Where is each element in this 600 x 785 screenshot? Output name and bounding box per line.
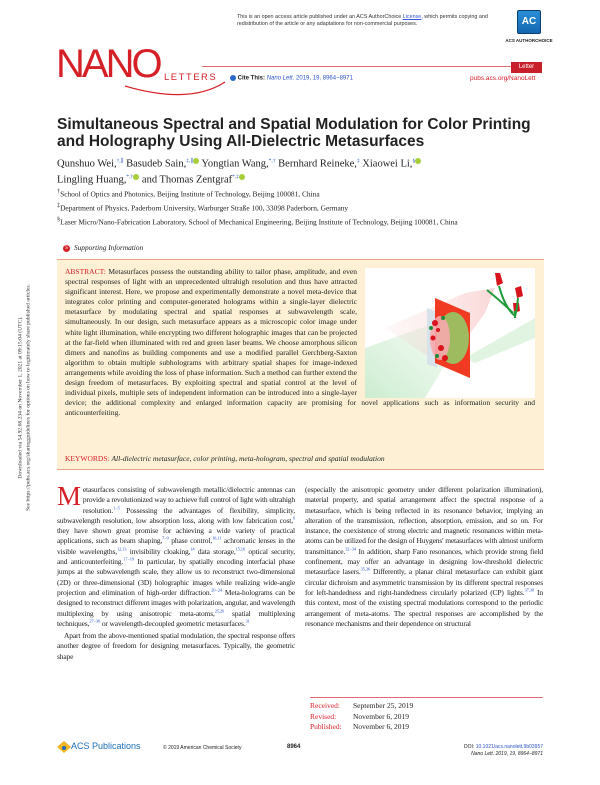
citation-ref[interactable]: 12,13 xyxy=(116,546,127,552)
affiliation: ‡Department of Physics, Paderborn University, Warburger Straße 100, 33098 Paderborn, Germany xyxy=(57,203,349,213)
body-text: phase control, xyxy=(168,536,213,546)
header-rule xyxy=(202,66,542,67)
keywords: KEYWORDS: All-dielectric metasurface, color printing, meta-hologram, spectral and spatial modulation xyxy=(65,454,385,463)
logo-swoosh xyxy=(120,70,230,100)
page-number: 8964 xyxy=(287,744,301,750)
published-date: Published: November 6, 2019 xyxy=(310,722,410,731)
revised-date: Revised: November 6, 2019 xyxy=(310,711,410,721)
citation-ref[interactable]: 25,26 xyxy=(214,608,225,614)
body-text: In this context, most of the existing spectral modulations correspond to the periodic arrangement of meta-atoms. The spectral responses are accomplished by the resonance mechanisms and their dependence on structural xyxy=(305,587,543,628)
download-watermark: Downloaded via 54.92.68.234 on November 1, 2021 at 09:15:04 (UTC). See https://pubs.acs.org/sharingguidelines for options on how to legitimately share published articles. xyxy=(17,284,31,511)
abstract-box xyxy=(57,259,544,470)
body-text: In addition, sharp Fano resonances, which provide strong field confinement, may offer an advantage in designing low-threshold dielectric metasurface lasers. xyxy=(305,546,543,577)
orcid-icon[interactable] xyxy=(415,158,421,164)
cite-this[interactable]: Cite This: Nano Lett. 2019, 19, 8964−8971 xyxy=(230,75,353,82)
affiliation: §Laser Micro/Nano-Fabrication Laboratory, School of Mechanical Engineering, Beijing Institute of Technology, Beijing 100081, China xyxy=(57,217,458,227)
metasurface-illustration xyxy=(365,268,535,398)
article-type-badge: Letter xyxy=(511,62,542,73)
body-text: they have shown great promise for achieving a wide variety of practical applications, such as beam shaping, xyxy=(57,526,295,546)
body-text: data storage, xyxy=(194,546,236,556)
citation-ref[interactable]: 17−19 xyxy=(123,556,134,562)
intro-paragraph xyxy=(57,481,295,629)
journal-logo-sub: LETTERS xyxy=(164,72,218,83)
citation-ref[interactable]: 35,36 xyxy=(360,566,370,572)
copyright: © 2019 American Chemical Society xyxy=(163,745,242,751)
body-text: optical security, and anticounterfeiting. xyxy=(57,546,295,567)
body-text: Meta-holograms can be designed to reconstruct different images with polarization, angular, and wavelength multiplexing by using anisotropic meta-atoms, xyxy=(57,587,295,618)
body-text: achromatic lenses in the visible wavelengths, xyxy=(57,536,295,556)
body-paragraph: Apart from the above-mentioned spatial modulation, the spectral response offers another degree of freedom for designing metasurfaces. Typically, the geometric shape xyxy=(57,631,295,661)
body-column-right xyxy=(305,485,543,629)
journal-url[interactable]: pubs.acs.org/NanoLett xyxy=(470,75,536,82)
toc-graphic xyxy=(365,268,535,398)
citation-ref[interactable]: 10,11 xyxy=(212,535,222,541)
drop-cap: M xyxy=(57,481,81,511)
article-title: Simultaneous Spectral and Spatial Modulation for Color Printing and Holography Using All-Dielectric Metasurfaces xyxy=(57,116,531,150)
authorchoice-label: ACS AUTHORCHOICE xyxy=(505,38,553,43)
citation-ref[interactable]: 37,38 xyxy=(524,587,534,593)
orcid-icon[interactable] xyxy=(133,174,139,180)
journal-logo: NANO xyxy=(56,42,160,86)
body-text: (especially the anisotropic geometry under different polarization illumination), material property, and spatial arrangement affect the spectral response of a metasurface, which is being reflected in its resonance behavior, implying an alteration of the transmission, reflection, absorption, emission, and so on. For instance, the coexistence of strong electric and magnetic resonances within meta-atoms can be utilized for the design of Huygens' metasurfaces with almost uniform transmittance. xyxy=(305,485,543,556)
doi-citation: DOI: 10.1021/acs.nanolett.9b03957 Nano Lett. 2019, 19, 8964−8971 xyxy=(464,744,543,757)
body-text: or wavelength-decoupled geometric metasurfaces. xyxy=(100,618,246,628)
received-date: Received: September 25, 2019 xyxy=(310,701,414,710)
citation-ref[interactable]: 7−9 xyxy=(162,535,169,541)
author-list: Qunshuo Wei,†,∥ Basudeb Sain,‡,∥ Yongtian Wang,*,† Bernhard Reineke,‡ Xiaowei Li,§ Lingling Huang,*,† and Thomas Zentgraf*,‡ xyxy=(57,155,547,186)
doi-link[interactable]: 10.1021/acs.nanolett.9b03957 xyxy=(475,744,543,750)
orcid-icon[interactable] xyxy=(239,174,245,180)
body-text: etasurfaces consisting of subwavelength metallic/dielectric antennas can provide a revolutionized way to achieve full control of light with ultrahigh resolution. xyxy=(82,485,295,515)
citation-ref[interactable]: 27−30 xyxy=(89,618,101,624)
supporting-info-icon: S xyxy=(63,245,70,252)
abstract-label: ABSTRACT: xyxy=(65,267,106,276)
body-text: invisibility cloaking, xyxy=(126,546,191,556)
acs-publications-logo: ACS Publications xyxy=(57,741,141,755)
citation-ref[interactable]: 31 xyxy=(245,618,250,624)
body-text: Differently, a planar chiral metasurface can exhibit giant circular dichroism and asymmetric transmission by its different spectral responses for left-handedness and right-handedness circularly polarized (CP) lights. xyxy=(305,567,543,597)
body-column-left xyxy=(57,481,295,662)
check-icon xyxy=(230,75,236,81)
body-text: spatial multiplexing techniques, xyxy=(57,608,295,628)
acs-hexagon-icon xyxy=(57,741,71,753)
publication-dates xyxy=(310,697,543,733)
citation-ref[interactable]: 20−24 xyxy=(211,587,222,593)
citation-ref[interactable]: 1−5 xyxy=(113,505,120,511)
license-link[interactable]: License xyxy=(402,14,422,20)
acs-authorchoice-logo: AC xyxy=(517,10,541,34)
orcid-icon[interactable] xyxy=(193,158,199,164)
open-access-notice: This is an open access article published under an ACS AuthorChoice License, which permits copying and redistribution of the article or any adaptations for non-commercial purposes. xyxy=(237,14,488,27)
abstract-text: Metasurfaces possess the outstanding ability to tailor phase, amplitude, and even spectral responses of light with an unprecedented ultrahigh resolution and thus have attracted significant interest. Here, we propose and experimentally demonstrate a novel meta-device that integrates color printing and computer-generated holograms within a single-layer dielectric metasurface by modulating spectral and spatial responses at subwavelength scale, simultaneously. In our design, such metasurface appears as a microscopic color image under white light illumination, while encrypting two different holographic images that can be projected at the far-field when illuminated with red and green laser beams. We choose amorphous silicon dimers and nanofins as building components and use a modified parallel Gerchberg-Saxton algorithm to obtain multiple subholograms with arbitrary spatial shapes for image-indexed arrangements while avoiding the loss of phase information. Such a method can further extend the design freedom of metasurfaces. By exploiting spectral and spatial control at the level of individual pixels, multiple sets of independent information can be introduced into a single-layer device; the additional complexity and enlarged information capacity are promising for novel applications such as information security and anticounterfeiting. xyxy=(65,267,535,418)
citation-ref[interactable]: 6 xyxy=(292,515,295,521)
affiliation: †School of Optics and Photonics, Beijing Institute of Technology, Beijing 100081, China xyxy=(57,189,320,199)
supporting-information-link[interactable]: S Supporting Information xyxy=(63,243,143,252)
citation-ref[interactable]: 15,16 xyxy=(235,546,245,552)
citation-ref[interactable]: 14 xyxy=(190,546,195,552)
body-text: Possessing the advantages of flexibility, simplicity, subwavelength resolution, low absorption loss, along with low fabrication cost, xyxy=(57,505,295,525)
body-paragraph xyxy=(305,485,543,629)
citation-ref[interactable]: 32−34 xyxy=(345,546,356,552)
body-text: In particular, by spatially encoding interfacial phase jumps at the subwavelength scale, they allow us to reconstruct two-dimensional (2D) or three-dimensional (3D) holographic images while realizing wide-angle projection and elimination of high-order diffraction. xyxy=(57,557,295,597)
